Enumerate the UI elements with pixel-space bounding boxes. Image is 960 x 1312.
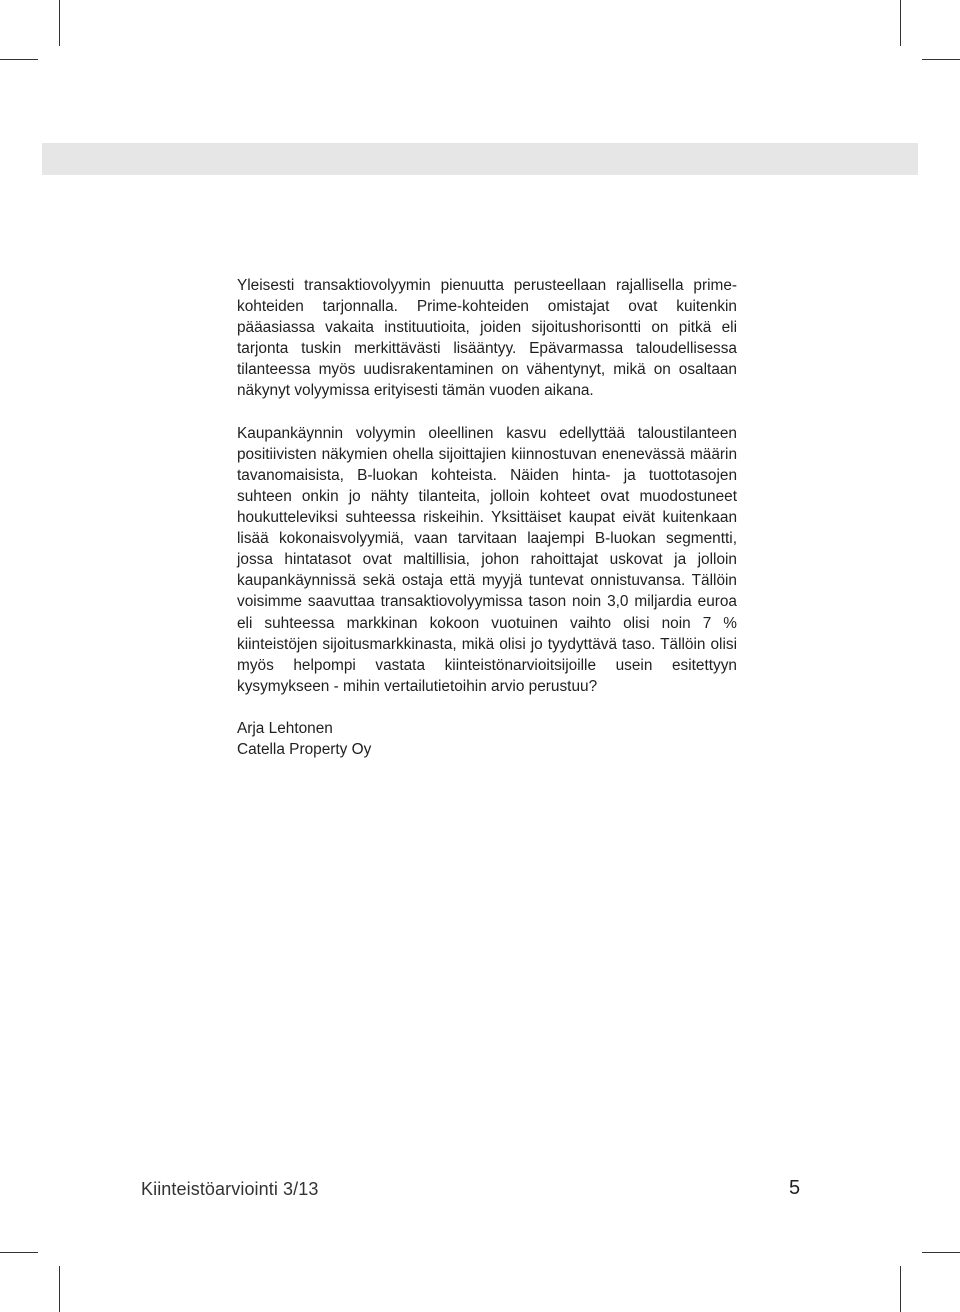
crop-mark xyxy=(922,1252,960,1253)
page-number: 5 xyxy=(789,1177,801,1199)
signature xyxy=(237,718,737,760)
crop-mark xyxy=(59,0,60,46)
author-company: Catella Property Oy xyxy=(237,741,372,759)
publication-title: Kiinteistöarviointi 3/13 xyxy=(141,1179,319,1199)
paragraph: Yleisesti transaktiovolyymin pienuutta perusteellaan rajallisella prime-kohteiden tarjonnalla. Prime-kohteiden omistajat ovat kuitenkin pääasiassa vakaita instituutioita, joiden sijoitushorisontti on pitkä eli tarjonta tuskin merkittävästi lisääntyy. Epävarmassa taloudellisessa tilanteessa myös uudisrakentaminen on vähentynyt, mikä on osaltaan näkynyt volyymissa erityisesti tämän vuoden aikana. xyxy=(237,277,737,400)
article-body xyxy=(237,275,737,760)
crop-mark xyxy=(0,1252,38,1253)
crop-mark xyxy=(59,1266,60,1312)
crop-mark xyxy=(922,59,960,60)
crop-mark xyxy=(900,0,901,46)
crop-mark xyxy=(0,59,38,60)
author-name: Arja Lehtonen xyxy=(237,719,333,737)
crop-mark xyxy=(900,1266,901,1312)
paragraph: Kaupankäynnin volyymin oleellinen kasvu edellyttää taloustilanteen positiivisten näkymien ohella sijoittajien kiinnostuvan enenevässä määrin tavanomaisista, B-luokan kohteista. Näiden hinta- ja tuottotasojen suhteen onkin jo nähty tilanteita, jolloin kohteet ovat muodostuneet houkutteleviksi suhteessa riskeihin. Yksittäiset kaupat eivät kuitenkaan lisää kokonaisvolyymiä, vaan tarvitaan laajempi B-luokan segmentti, jossa hintatasot ovat maltillisia, johon rahoittajat uskovat ja jolloin kaupankäynnissä sekä ostaja että myyjä tuntevat onnistuvansa. Tällöin voisimme saavuttaa transaktiovolyymissa tason noin 3,0 miljardia euroa eli suhteessa markkinan kokoon vuotuinen vaihto olisi noin 7 % kiinteistöjen sijoitusmarkkinasta, mikä olisi jo tyydyttävä taso. Tällöin olisi myös helpompi vastata kiinteistönarvioitsijoille usein esitettyyn kysymykseen - mihin vertailutietoihin arvio perustuu? xyxy=(237,424,737,695)
header-band xyxy=(42,143,918,175)
